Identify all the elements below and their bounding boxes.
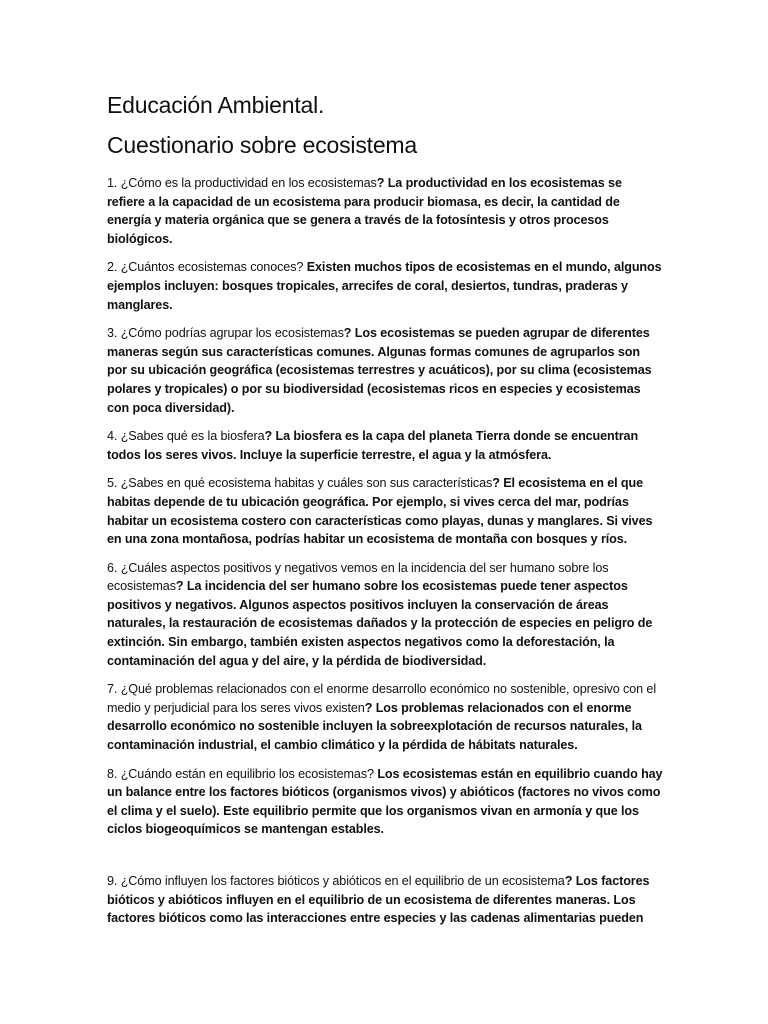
question-mark: ?: [564, 874, 573, 888]
answer-text: La productividad en los ecosistemas se refiere a la capacidad de un ecosistema para producir biomasa, es decir, la cantidad de energía y materia orgánica que se genera a través de la fotosíntesis y otros procesos biológicos.: [107, 176, 622, 246]
question-text: 5. ¿Sabes en qué ecosistema habitas y cuáles son sus características: [107, 476, 493, 491]
question-text: 8. ¿Cuándo están en equilibrio los ecosistemas?: [107, 766, 374, 781]
question-item-3: [107, 324, 663, 417]
question-item-2: [107, 258, 663, 314]
answer-text: Los ecosistemas se pueden agrupar de diferentes maneras según sus características comunes. Algunas formas comunes de agruparlos son por su ubicación geográfica (ecosistemas terrestres y acuáticos), por su clima (ecosistemas polares y tropicales) o por su biodiversidad (ecosistemas ricos en especies y ecosistemas con poca diversidad).: [107, 326, 652, 415]
question-text: 4. ¿Sabes qué es la biosfera: [107, 429, 265, 444]
question-text: 7. ¿Qué problemas relacionados con el enorme desarrollo económico no sostenible, opresivo con el medio y perjudicial para los seres vivos existen: [107, 682, 657, 715]
question-text: 6. ¿Cuáles aspectos positivos y negativos vemos en la incidencia del ser humano sobre los ecosistemas: [107, 560, 609, 594]
answer-text: Los ecosistemas están en equilibrio cuando hay un balance entre los factores bióticos (organismos vivos) y abióticos (factores no vivos como el clima y el suelo). Este equilibrio permite que los organismos vivan en armonía y que los ciclos biogeoquímicos se mantengan estables.: [107, 766, 663, 837]
question-item-5: [107, 474, 663, 548]
document-subtitle: Cuestionario sobre ecosistema: [107, 132, 417, 158]
answer-text: La biosfera es la capa del planeta Tierra donde se encuentran todos los seres vivos. Incluye la superficie terrestre, el agua y la atmósfera.: [107, 429, 639, 462]
question-mark: ?: [175, 579, 184, 594]
question-item-4: [107, 427, 663, 464]
question-text: 3. ¿Cómo podrías agrupar los ecosistemas: [107, 326, 344, 341]
question-text: 1. ¿Cómo es la productividad en los ecosistemas: [107, 176, 377, 190]
question-mark: ?: [492, 476, 500, 491]
document-title: Educación Ambiental.: [107, 92, 325, 118]
question-mark: ?: [264, 429, 273, 444]
question-item-9: [107, 872, 663, 928]
question-item-8: [107, 765, 663, 839]
answer-text: Existen muchos tipos de ecosistemas en el mundo, algunos ejemplos incluyen: bosques tropicales, arrecifes de coral, desiertos, tundras, praderas y manglares.: [107, 260, 662, 312]
question-item-6: [107, 559, 663, 671]
document-content: [107, 88, 663, 938]
question-mark: ?: [376, 176, 385, 190]
question-item-7: [107, 680, 663, 754]
answer-text: Los factores bióticos y abióticos influyen en el equilibrio de un ecosistema de diferentes maneras. Los factores bióticos como las interacciones entre especies y las cadenas alimentarias pueden: [107, 874, 650, 926]
question-item-1: [107, 174, 663, 248]
answer-text: Los problemas relacionados con el enorme desarrollo económico no sostenible incluyen la sobreexplotación de recursos naturales, la contaminación industrial, el cambio climático y la pérdida de hábitats naturales.: [107, 700, 642, 753]
answer-text: La incidencia del ser humano sobre los ecosistemas puede tener aspectos positivos y negativos. Algunos aspectos positivos incluyen la conservación de áreas naturales, la restauración de ecosistemas dañados y la protección de especies en peligro de extinción. Sin embargo, también existen aspectos negativos como la deforestación, la contaminación del agua y del aire, y la pérdida de biodiversidad.: [107, 579, 653, 668]
question-mark: ?: [343, 326, 352, 341]
question-text: 9. ¿Cómo influyen los factores bióticos y abióticos en el equilibrio de un ecosistema: [107, 874, 565, 888]
question-text: 2. ¿Cuántos ecosistemas conoces?: [107, 260, 304, 275]
question-mark: ?: [364, 700, 373, 715]
answer-text: El ecosistema en el que habitas depende de tu ubicación geográfica. Por ejemplo, si vives cerca del mar, podrías habitar un ecosistema costero con características como playas, dunas y manglares. Si vives en una zona montañosa, podrías habitar un ecosistema de montaña con bosques y ríos.: [107, 476, 653, 547]
